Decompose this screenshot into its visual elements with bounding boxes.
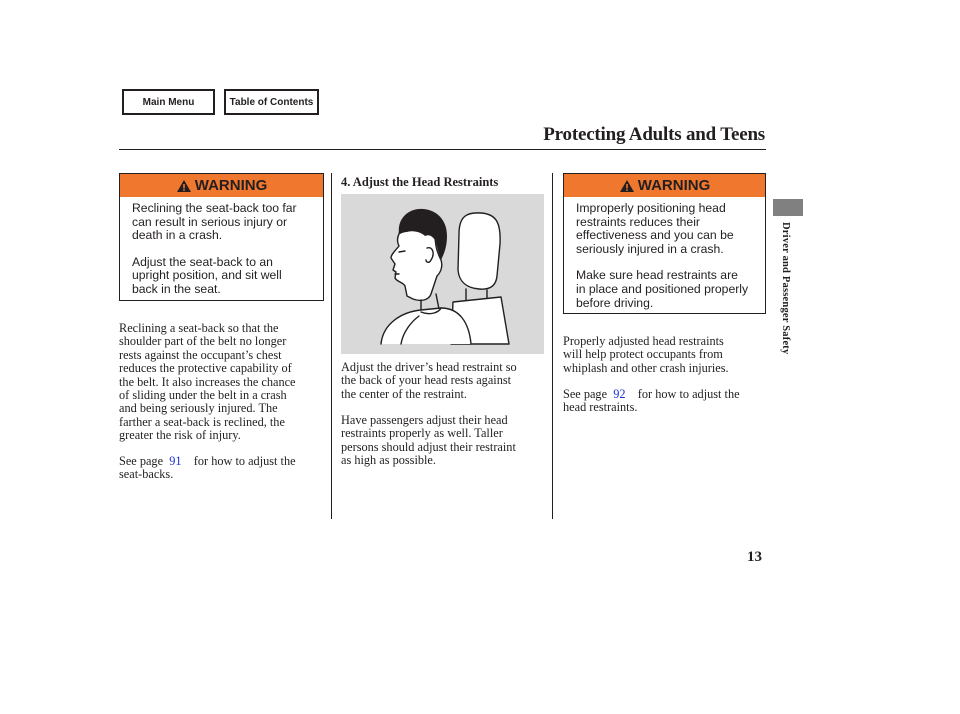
warning-text: Reclining the seat-back too far can result in serious injury or death in a crash. (132, 201, 297, 243)
warning-text: Improperly positioning head restraints reduces their effectiveness and you can be seriously injured in a crash. (576, 201, 734, 256)
page-number: 13 (747, 549, 762, 565)
see-page-label: See page (119, 454, 164, 468)
see-page-suffix: for how to adjust the head restraints. (563, 387, 740, 415)
passenger-restraint-paragraph: Have passengers adjust their head restraints properly as well. Taller persons should adjust their restraint as high as possible. (341, 413, 516, 468)
see-page-suffix: for how to adjust the seat-backs. (119, 454, 296, 482)
warning-triangle-icon (619, 179, 635, 193)
column-divider-right (552, 173, 553, 519)
driver-restraint-paragraph: Adjust the driver’s head restraint so the back of your head rests against the center of the restraint. (341, 360, 517, 401)
head-restraint-paragraph: Properly adjusted head restraints will help protect occupants from whiplash and other crash injuries. (563, 334, 729, 375)
page-link-91[interactable]: 91 (169, 454, 182, 468)
section-side-tab (773, 199, 803, 216)
warning-label: WARNING (637, 177, 711, 194)
see-page-reference (563, 388, 740, 415)
warning-label: WARNING (194, 177, 268, 194)
title-divider (119, 149, 766, 150)
warning-triangle-icon (176, 179, 192, 193)
column-divider-left (331, 173, 332, 519)
head-restraint-illustration (341, 194, 544, 354)
page-title: Protecting Adults and Teens (543, 124, 765, 145)
see-page-label: See page (563, 387, 608, 401)
warning-header (564, 174, 765, 197)
see-page-reference (119, 455, 296, 482)
warning-box-head-restraint (563, 173, 766, 314)
section-side-label: Driver and Passenger Safety (780, 222, 791, 355)
warning-box-seatback (119, 173, 324, 301)
section-heading: 4. Adjust the Head Restraints (341, 175, 499, 189)
main-menu-button[interactable]: Main Menu (122, 89, 215, 115)
warning-header (120, 174, 323, 197)
table-of-contents-button[interactable]: Table of Contents (224, 89, 319, 115)
seatback-paragraph: Reclining a seat-back so that the shoulder part of the belt no longer rests against the occupant’s chest reduces the protective capability of the belt. It also increases the chance of sliding under the belt in a crash and being seriously injured. The farther a seat-back is reclined, the greater the risk of injury. (119, 321, 296, 443)
warning-text: Make sure head restraints are in place and positioned properly before driving. (576, 268, 749, 310)
page-link-92[interactable]: 92 (613, 387, 626, 401)
warning-text: Adjust the seat-back to an upright position, and sit well back in the seat. (132, 254, 282, 296)
driver-head-restraint-image (341, 194, 544, 354)
